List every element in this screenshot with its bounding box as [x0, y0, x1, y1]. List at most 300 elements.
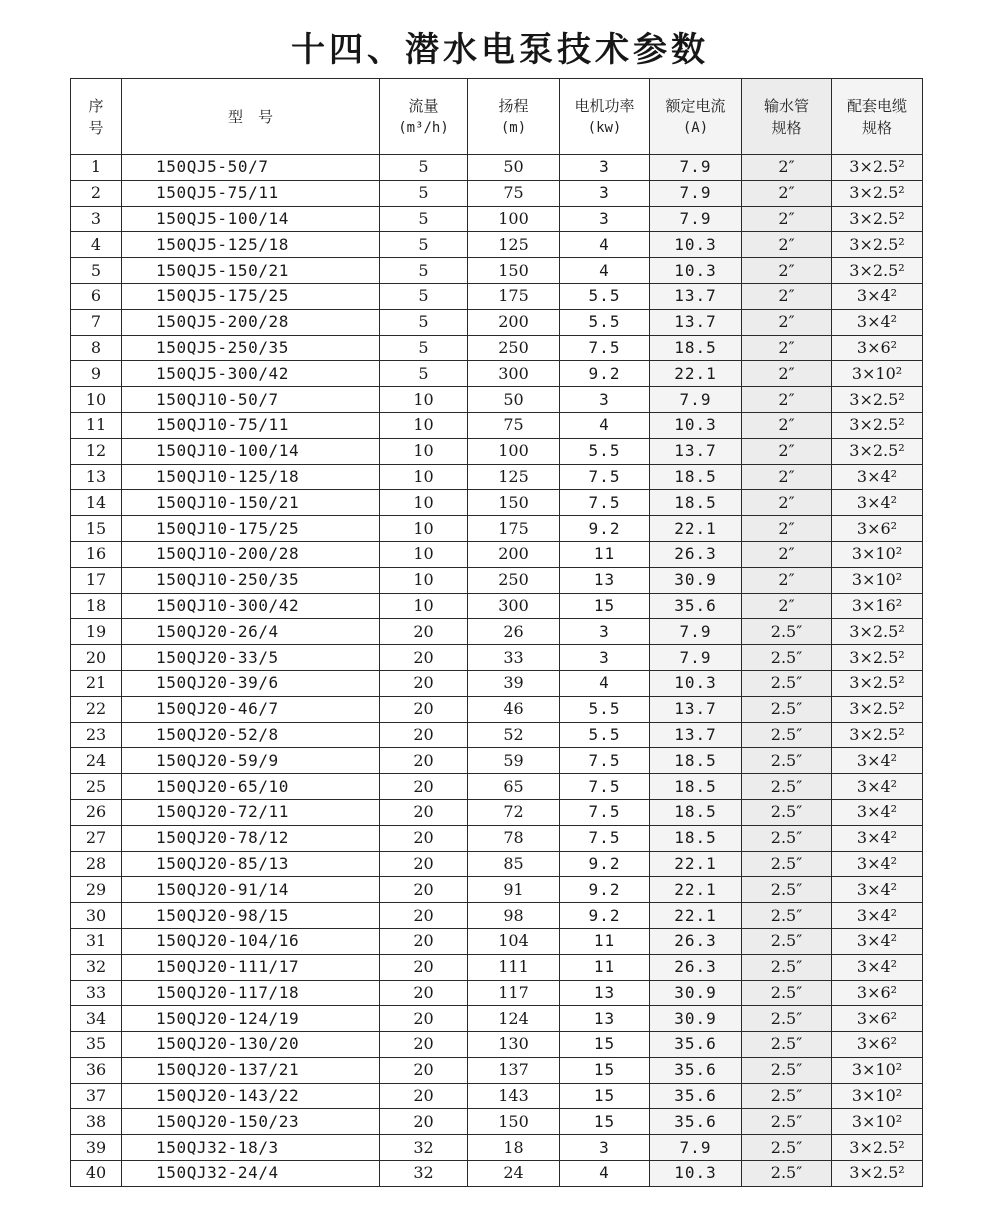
- table-row: [71, 825, 923, 851]
- cell-current: 18.5: [650, 774, 742, 800]
- cell-power: 9.2: [560, 903, 650, 929]
- cell-index: 34: [71, 1006, 122, 1032]
- cell-flow: 10: [380, 516, 468, 542]
- cell-model: 150QJ5-250/35: [122, 335, 380, 361]
- table-row: [71, 1083, 923, 1109]
- cell-head: 104: [468, 928, 560, 954]
- header-power-label: 电机功率: [574, 96, 635, 115]
- cell-current: 18.5: [650, 464, 742, 490]
- cell-model: 150QJ10-150/21: [122, 490, 380, 516]
- cell-flow: 5: [380, 180, 468, 206]
- cell-power: 7.5: [560, 335, 650, 361]
- cell-cable: 3×2.5²: [832, 206, 923, 232]
- cell-head: 91: [468, 877, 560, 903]
- cell-current: 18.5: [650, 490, 742, 516]
- cell-model: 150QJ20-33/5: [122, 645, 380, 671]
- cell-cable: 3×2.5²: [832, 155, 923, 181]
- header-power: [560, 79, 650, 155]
- cell-current: 18.5: [650, 799, 742, 825]
- cell-index: 14: [71, 490, 122, 516]
- cell-cable: 3×2.5²: [832, 258, 923, 284]
- table-row: [71, 516, 923, 542]
- page-title: 十四、潜水电泵技术参数: [291, 30, 709, 70]
- cell-index: 18: [71, 593, 122, 619]
- cell-power: 4: [560, 258, 650, 284]
- cell-index: 6: [71, 283, 122, 309]
- cell-current: 13.7: [650, 722, 742, 748]
- cell-flow: 10: [380, 464, 468, 490]
- cell-current: 30.9: [650, 567, 742, 593]
- table-row: [71, 180, 923, 206]
- cell-head: 24: [468, 1161, 560, 1187]
- cell-model: 150QJ20-111/17: [122, 954, 380, 980]
- header-cable-label: 配套电缆: [846, 96, 907, 115]
- cell-model: 150QJ10-100/14: [122, 438, 380, 464]
- table-row: [71, 1135, 923, 1161]
- cell-flow: 20: [380, 903, 468, 929]
- cell-pipe: 2″: [742, 593, 832, 619]
- cell-model: 150QJ20-130/20: [122, 1032, 380, 1058]
- cell-model: 150QJ5-150/21: [122, 258, 380, 284]
- table-row: [71, 748, 923, 774]
- cell-power: 13: [560, 567, 650, 593]
- cell-head: 200: [468, 541, 560, 567]
- cell-model: 150QJ10-200/28: [122, 541, 380, 567]
- cell-flow: 5: [380, 258, 468, 284]
- cell-flow: 5: [380, 155, 468, 181]
- cell-head: 78: [468, 825, 560, 851]
- cell-pipe: 2″: [742, 438, 832, 464]
- cell-cable: 3×4²: [832, 490, 923, 516]
- cell-model: 150QJ5-300/42: [122, 361, 380, 387]
- cell-pipe: 2″: [742, 155, 832, 181]
- cell-head: 18: [468, 1135, 560, 1161]
- cell-head: 175: [468, 516, 560, 542]
- cell-index: 5: [71, 258, 122, 284]
- cell-flow: 20: [380, 851, 468, 877]
- cell-cable: 3×2.5²: [832, 1161, 923, 1187]
- cell-flow: 32: [380, 1161, 468, 1187]
- cell-power: 5.5: [560, 722, 650, 748]
- cell-cable: 3×10²: [832, 1083, 923, 1109]
- cell-index: 4: [71, 232, 122, 258]
- cell-model: 150QJ5-75/11: [122, 180, 380, 206]
- cell-head: 100: [468, 438, 560, 464]
- cell-cable: 3×2.5²: [832, 1135, 923, 1161]
- cell-pipe: 2.5″: [742, 1083, 832, 1109]
- cell-model: 150QJ20-104/16: [122, 928, 380, 954]
- cell-power: 7.5: [560, 490, 650, 516]
- cell-power: 4: [560, 1161, 650, 1187]
- cell-cable: 3×4²: [832, 799, 923, 825]
- cell-flow: 20: [380, 619, 468, 645]
- table-row: [71, 696, 923, 722]
- cell-pipe: 2″: [742, 258, 832, 284]
- cell-cable: 3×6²: [832, 516, 923, 542]
- cell-current: 35.6: [650, 1032, 742, 1058]
- cell-model: 150QJ32-18/3: [122, 1135, 380, 1161]
- cell-head: 75: [468, 180, 560, 206]
- table-row: [71, 361, 923, 387]
- cell-power: 4: [560, 412, 650, 438]
- cell-cable: 3×4²: [832, 464, 923, 490]
- cell-cable: 3×10²: [832, 541, 923, 567]
- cell-flow: 5: [380, 232, 468, 258]
- cell-cable: 3×2.5²: [832, 696, 923, 722]
- cell-pipe: 2.5″: [742, 696, 832, 722]
- cell-pipe: 2″: [742, 387, 832, 413]
- cell-current: 35.6: [650, 593, 742, 619]
- cell-power: 11: [560, 928, 650, 954]
- cell-current: 18.5: [650, 825, 742, 851]
- cell-current: 13.7: [650, 283, 742, 309]
- header-index-line1: 序: [88, 96, 104, 115]
- cell-pipe: 2.5″: [742, 980, 832, 1006]
- cell-model: 150QJ20-72/11: [122, 799, 380, 825]
- cell-head: 72: [468, 799, 560, 825]
- cell-pipe: 2″: [742, 232, 832, 258]
- cell-current: 10.3: [650, 412, 742, 438]
- table-row: [71, 645, 923, 671]
- cell-head: 124: [468, 1006, 560, 1032]
- cell-power: 7.5: [560, 748, 650, 774]
- cell-flow: 20: [380, 799, 468, 825]
- cell-cable: 3×4²: [832, 903, 923, 929]
- cell-cable: 3×2.5²: [832, 387, 923, 413]
- cell-model: 150QJ20-150/23: [122, 1109, 380, 1135]
- cell-index: 39: [71, 1135, 122, 1161]
- cell-index: 35: [71, 1032, 122, 1058]
- cell-cable: 3×6²: [832, 980, 923, 1006]
- cell-pipe: 2.5″: [742, 774, 832, 800]
- cell-power: 15: [560, 1057, 650, 1083]
- cell-model: 150QJ20-124/19: [122, 1006, 380, 1032]
- cell-cable: 3×4²: [832, 928, 923, 954]
- cell-power: 7.5: [560, 464, 650, 490]
- cell-cable: 3×4²: [832, 877, 923, 903]
- cell-flow: 20: [380, 1109, 468, 1135]
- cell-power: 3: [560, 619, 650, 645]
- table-row: [71, 1109, 923, 1135]
- table-row: [71, 928, 923, 954]
- cell-cable: 3×4²: [832, 954, 923, 980]
- cell-flow: 20: [380, 877, 468, 903]
- cell-pipe: 2″: [742, 412, 832, 438]
- cell-index: 29: [71, 877, 122, 903]
- cell-head: 150: [468, 490, 560, 516]
- cell-head: 98: [468, 903, 560, 929]
- table-row: [71, 593, 923, 619]
- table-row: [71, 619, 923, 645]
- cell-flow: 20: [380, 1032, 468, 1058]
- cell-pipe: 2.5″: [742, 670, 832, 696]
- cell-head: 175: [468, 283, 560, 309]
- cell-cable: 3×10²: [832, 361, 923, 387]
- cell-cable: 3×4²: [832, 774, 923, 800]
- cell-pipe: 2″: [742, 283, 832, 309]
- cell-current: 7.9: [650, 206, 742, 232]
- cell-model: 150QJ5-50/7: [122, 155, 380, 181]
- cell-flow: 5: [380, 335, 468, 361]
- cell-head: 250: [468, 335, 560, 361]
- cell-model: 150QJ5-125/18: [122, 232, 380, 258]
- cell-current: 7.9: [650, 155, 742, 181]
- cell-head: 125: [468, 464, 560, 490]
- cell-head: 46: [468, 696, 560, 722]
- table-row: [71, 1032, 923, 1058]
- cell-index: 19: [71, 619, 122, 645]
- cell-pipe: 2.5″: [742, 1161, 832, 1187]
- cell-index: 40: [71, 1161, 122, 1187]
- cell-current: 13.7: [650, 438, 742, 464]
- cell-current: 13.7: [650, 696, 742, 722]
- cell-head: 33: [468, 645, 560, 671]
- cell-flow: 20: [380, 1083, 468, 1109]
- table-row: [71, 670, 923, 696]
- cell-model: 150QJ10-175/25: [122, 516, 380, 542]
- cell-index: 9: [71, 361, 122, 387]
- cell-head: 125: [468, 232, 560, 258]
- cell-flow: 5: [380, 206, 468, 232]
- cell-power: 15: [560, 1083, 650, 1109]
- cell-cable: 3×10²: [832, 1057, 923, 1083]
- cell-power: 3: [560, 155, 650, 181]
- cell-model: 150QJ20-78/12: [122, 825, 380, 851]
- cell-head: 65: [468, 774, 560, 800]
- cell-cable: 3×4²: [832, 309, 923, 335]
- cell-current: 35.6: [650, 1109, 742, 1135]
- cell-current: 26.3: [650, 541, 742, 567]
- cell-flow: 10: [380, 490, 468, 516]
- cell-pipe: 2.5″: [742, 1135, 832, 1161]
- table-row: [71, 155, 923, 181]
- header-index: [71, 79, 122, 155]
- cell-pipe: 2″: [742, 567, 832, 593]
- cell-current: 22.1: [650, 877, 742, 903]
- table-row: [71, 799, 923, 825]
- cell-pipe: 2″: [742, 180, 832, 206]
- cell-model: 150QJ20-65/10: [122, 774, 380, 800]
- cell-flow: 5: [380, 361, 468, 387]
- cell-power: 5.5: [560, 438, 650, 464]
- cell-flow: 10: [380, 412, 468, 438]
- table-row: [71, 258, 923, 284]
- cell-cable: 3×2.5²: [832, 412, 923, 438]
- cell-head: 150: [468, 1109, 560, 1135]
- cell-flow: 5: [380, 283, 468, 309]
- cell-index: 31: [71, 928, 122, 954]
- cell-index: 15: [71, 516, 122, 542]
- cell-head: 59: [468, 748, 560, 774]
- cell-flow: 20: [380, 722, 468, 748]
- table-row: [71, 1006, 923, 1032]
- cell-model: 150QJ20-143/22: [122, 1083, 380, 1109]
- table-row: [71, 387, 923, 413]
- header-current-label: 额定电流: [665, 96, 726, 115]
- cell-index: 10: [71, 387, 122, 413]
- cell-pipe: 2.5″: [742, 645, 832, 671]
- cell-cable: 3×6²: [832, 1032, 923, 1058]
- cell-power: 7.5: [560, 825, 650, 851]
- cell-pipe: 2.5″: [742, 1032, 832, 1058]
- cell-current: 18.5: [650, 335, 742, 361]
- cell-current: 10.3: [650, 232, 742, 258]
- table-row: [71, 309, 923, 335]
- cell-power: 5.5: [560, 283, 650, 309]
- pump-spec-table: [70, 78, 923, 1187]
- cell-cable: 3×16²: [832, 593, 923, 619]
- cell-pipe: 2.5″: [742, 954, 832, 980]
- table-row: [71, 335, 923, 361]
- cell-head: 52: [468, 722, 560, 748]
- cell-pipe: 2″: [742, 335, 832, 361]
- cell-flow: 20: [380, 825, 468, 851]
- cell-head: 85: [468, 851, 560, 877]
- cell-head: 143: [468, 1083, 560, 1109]
- cell-pipe: 2.5″: [742, 619, 832, 645]
- cell-model: 150QJ20-98/15: [122, 903, 380, 929]
- cell-head: 75: [468, 412, 560, 438]
- cell-pipe: 2.5″: [742, 825, 832, 851]
- table-row: [71, 412, 923, 438]
- cell-power: 4: [560, 670, 650, 696]
- cell-model: 150QJ20-59/9: [122, 748, 380, 774]
- header-head: [468, 79, 560, 155]
- cell-flow: 20: [380, 774, 468, 800]
- table-row: [71, 567, 923, 593]
- cell-flow: 10: [380, 541, 468, 567]
- cell-cable: 3×4²: [832, 851, 923, 877]
- cell-index: 25: [71, 774, 122, 800]
- cell-flow: 20: [380, 954, 468, 980]
- cell-power: 9.2: [560, 516, 650, 542]
- header-head-label: 扬程: [498, 96, 529, 115]
- cell-current: 26.3: [650, 928, 742, 954]
- cell-current: 7.9: [650, 1135, 742, 1161]
- table-body: [71, 155, 923, 1187]
- cell-model: 150QJ20-137/21: [122, 1057, 380, 1083]
- cell-index: 26: [71, 799, 122, 825]
- cell-power: 3: [560, 387, 650, 413]
- cell-pipe: 2.5″: [742, 748, 832, 774]
- cell-power: 3: [560, 1135, 650, 1161]
- cell-pipe: 2.5″: [742, 877, 832, 903]
- cell-pipe: 2″: [742, 516, 832, 542]
- cell-index: 17: [71, 567, 122, 593]
- cell-pipe: 2″: [742, 206, 832, 232]
- cell-cable: 3×2.5²: [832, 232, 923, 258]
- cell-cable: 3×2.5²: [832, 180, 923, 206]
- cell-power: 15: [560, 593, 650, 619]
- cell-flow: 5: [380, 309, 468, 335]
- cell-cable: 3×2.5²: [832, 645, 923, 671]
- cell-cable: 3×4²: [832, 748, 923, 774]
- cell-model: 150QJ20-46/7: [122, 696, 380, 722]
- cell-current: 22.1: [650, 851, 742, 877]
- cell-power: 15: [560, 1109, 650, 1135]
- cell-model: 150QJ10-300/42: [122, 593, 380, 619]
- header-cable-unit: 规格: [861, 118, 892, 137]
- table-row: [71, 206, 923, 232]
- cell-head: 100: [468, 206, 560, 232]
- header-flow: [380, 79, 468, 155]
- cell-flow: 20: [380, 670, 468, 696]
- cell-index: 24: [71, 748, 122, 774]
- table-row: [71, 980, 923, 1006]
- cell-model: 150QJ20-52/8: [122, 722, 380, 748]
- cell-pipe: 2.5″: [742, 1057, 832, 1083]
- cell-current: 26.3: [650, 954, 742, 980]
- cell-index: 37: [71, 1083, 122, 1109]
- table-row: [71, 541, 923, 567]
- cell-flow: 10: [380, 567, 468, 593]
- cell-power: 5.5: [560, 309, 650, 335]
- cell-head: 250: [468, 567, 560, 593]
- table-header: [71, 79, 923, 155]
- cell-pipe: 2″: [742, 309, 832, 335]
- cell-flow: 10: [380, 593, 468, 619]
- cell-index: 28: [71, 851, 122, 877]
- cell-cable: 3×6²: [832, 1006, 923, 1032]
- cell-cable: 3×2.5²: [832, 438, 923, 464]
- cell-current: 18.5: [650, 748, 742, 774]
- table-row: [71, 232, 923, 258]
- cell-index: 22: [71, 696, 122, 722]
- cell-head: 39: [468, 670, 560, 696]
- header-power-unit: (kw): [587, 119, 622, 136]
- table-row: [71, 1057, 923, 1083]
- cell-model: 150QJ20-85/13: [122, 851, 380, 877]
- cell-current: 22.1: [650, 903, 742, 929]
- cell-model: 150QJ5-175/25: [122, 283, 380, 309]
- cell-pipe: 2″: [742, 541, 832, 567]
- cell-cable: 3×4²: [832, 825, 923, 851]
- cell-current: 10.3: [650, 258, 742, 284]
- cell-current: 35.6: [650, 1083, 742, 1109]
- cell-pipe: 2″: [742, 490, 832, 516]
- table-row: [71, 722, 923, 748]
- cell-head: 200: [468, 309, 560, 335]
- cell-power: 13: [560, 1006, 650, 1032]
- cell-index: 32: [71, 954, 122, 980]
- table-row: [71, 851, 923, 877]
- cell-head: 117: [468, 980, 560, 1006]
- cell-pipe: 2.5″: [742, 903, 832, 929]
- cell-current: 22.1: [650, 361, 742, 387]
- cell-index: 36: [71, 1057, 122, 1083]
- cell-power: 7.5: [560, 799, 650, 825]
- cell-model: 150QJ5-200/28: [122, 309, 380, 335]
- cell-current: 13.7: [650, 309, 742, 335]
- table-row: [71, 774, 923, 800]
- cell-index: 38: [71, 1109, 122, 1135]
- cell-index: 1: [71, 155, 122, 181]
- cell-pipe: 2″: [742, 361, 832, 387]
- table-row: [71, 877, 923, 903]
- cell-index: 16: [71, 541, 122, 567]
- table-row: [71, 438, 923, 464]
- cell-power: 15: [560, 1032, 650, 1058]
- cell-index: 33: [71, 980, 122, 1006]
- header-current-unit: (A): [682, 119, 709, 136]
- header-flow-label: 流量: [408, 96, 439, 115]
- cell-pipe: 2.5″: [742, 851, 832, 877]
- cell-pipe: 2.5″: [742, 1109, 832, 1135]
- cell-model: 150QJ10-75/11: [122, 412, 380, 438]
- header-model: 型 号: [122, 79, 380, 155]
- cell-flow: 20: [380, 1006, 468, 1032]
- cell-current: 30.9: [650, 1006, 742, 1032]
